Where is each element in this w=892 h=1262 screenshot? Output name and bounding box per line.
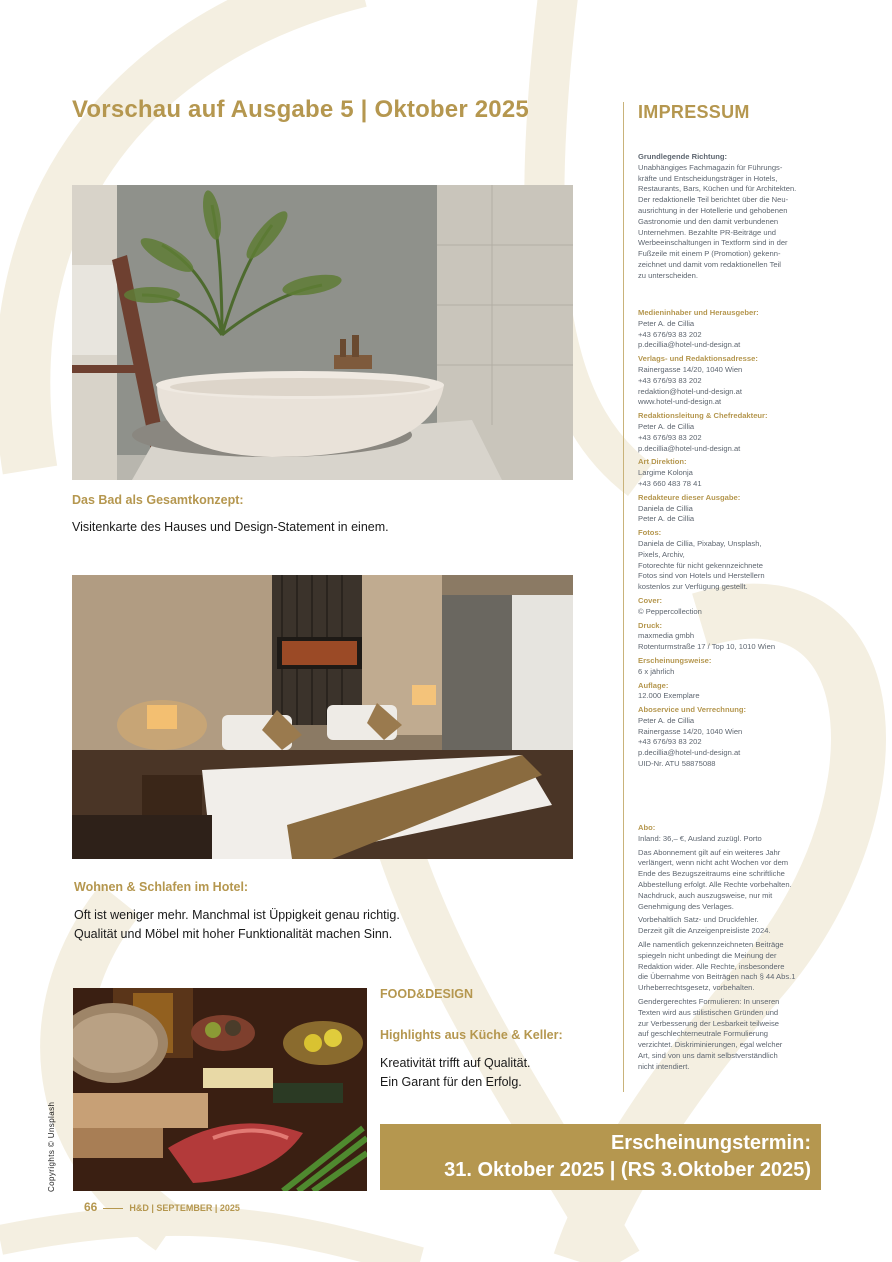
impressum-block <box>638 656 838 678</box>
impressum-intro-line: Der redaktionelle Teil berichtet über die Neu- <box>638 195 789 205</box>
impressum-abo-line: die Übernahme von Beiträgen nach § 44 Abs.1 <box>638 972 796 982</box>
impressum-block-heading: Cover: <box>638 595 663 605</box>
section-text-bed-1: Oft ist weniger mehr. Manchmal ist Üppigkeit genau richtig. <box>74 908 400 922</box>
impressum-block <box>638 457 838 489</box>
impressum-abo-line: Redaktion wider. Alle Rechte, insbesondere <box>638 961 785 971</box>
impressum-intro-line: Gastronomie und den damit verbundenen <box>638 216 779 226</box>
impressum-abo-line: Vorbehaltlich Satz- und Druckfehler. <box>638 915 759 925</box>
impressum-block-line: Daniela de Cillia, Pixabay, Unsplash, <box>638 538 762 548</box>
impressum-block-line: www.hotel-und-design.at <box>638 397 722 407</box>
release-date-banner <box>380 1124 821 1190</box>
impressum-intro-line: Fußzeile mit einem P (Promotion) gekenn- <box>638 249 781 259</box>
impressum-block <box>638 596 838 618</box>
photo-credit: Copyrights © Unsplash <box>47 1101 56 1192</box>
impressum-abo-paragraph <box>638 997 838 1073</box>
impressum-block-line: Fotos sind von Hotels und Herstellern <box>638 571 765 581</box>
section-title-bath: Das Bad als Gesamtkonzept: <box>72 493 244 507</box>
section-kicker-food: FOOD&DESIGN <box>380 987 474 1001</box>
impressum-abo-line: verzichtet. Diskriminierungen, egal welcher <box>638 1040 783 1050</box>
impressum-block-line: +43 676/93 83 202 <box>638 329 702 339</box>
impressum-block <box>638 681 838 703</box>
impressum-block-line: Peter A. de Cillia <box>638 421 695 431</box>
impressum-block-heading: Fotos: <box>638 528 662 538</box>
impressum-block-line: Fotorechte für nicht gekennzeichnete <box>638 560 763 570</box>
impressum-block <box>638 411 838 454</box>
impressum-abo-paragraph <box>638 834 838 845</box>
impressum-block-heading: Auflage: <box>638 680 669 690</box>
impressum-block-heading: Erscheinungsweise: <box>638 655 712 665</box>
impressum-block-line: Rotenturmstraße 17 / Top 10, 1010 Wien <box>638 642 776 652</box>
impressum-block-line: Pixels, Archiv, <box>638 549 685 559</box>
impressum-abo-line: Texten wird aus stilistischen Gründen und <box>638 1007 779 1017</box>
impressum-block-heading: Druck: <box>638 620 663 630</box>
impressum-block-heading: Redakteure dieser Ausgabe: <box>638 492 741 502</box>
impressum-block-line: +43 676/93 83 202 <box>638 432 702 442</box>
impressum-abo-heading: Abo: <box>638 823 656 832</box>
impressum-abo-line: Abbestellung erfolgt. Alle Rechte vorbehalten. <box>638 879 792 889</box>
banner-line-2: 31. Oktober 2025 | (RS 3.Oktober 2025) <box>444 1159 811 1181</box>
banner-line-1: Erscheinungstermin: <box>610 1132 811 1154</box>
bathroom-photo <box>72 185 573 480</box>
impressum-abo-line: auf geschlechterneutrale Formulierung <box>638 1029 769 1039</box>
section-text-bath: Visitenkarte des Hauses und Design-Statement in einem. <box>72 520 389 534</box>
impressum-block-line: © Peppercollection <box>638 606 702 616</box>
impressum-block <box>638 621 838 653</box>
impressum-block-line: p.decillia@hotel-und-design.at <box>638 443 741 453</box>
impressum-abo-line: spiegeln nicht unbedingt die Meinung der <box>638 950 777 960</box>
impressum-intro-line: ausrichtung in der Hotellerie und gehobenen <box>638 205 788 215</box>
impressum-block-line: Peter A. de Cillia <box>638 715 695 725</box>
impressum-block <box>638 354 838 408</box>
impressum-title: IMPRESSUM <box>638 102 750 122</box>
impressum-abo-line: Art, sind von uns damit selbstverständlich <box>638 1050 778 1060</box>
impressum-block-line: +43 660 483 78 41 <box>638 478 702 488</box>
impressum-block-line: UID-Nr. ATU 58875088 <box>638 759 716 769</box>
impressum-block-line: Rainergasse 14/20, 1040 Wien <box>638 726 743 736</box>
impressum-block-line: +43 676/93 83 202 <box>638 375 702 385</box>
impressum-intro-line: Werbeeinschaltungen in Textform sind in der <box>638 238 788 248</box>
impressum-abo-line: Alle namentlich gekennzeichneten Beiträge <box>638 939 784 949</box>
section-title-food: Highlights aus Küche & Keller: <box>380 1028 563 1042</box>
section-title-bed: Wohnen & Schlafen im Hotel: <box>74 880 249 894</box>
impressum-abo-line: Genehmigung des Verlages. <box>638 901 734 911</box>
impressum-block-line: 12.000 Exemplare <box>638 691 700 701</box>
impressum-abo-line: verlängert, wenn nicht acht Wochen vor dem <box>638 858 789 868</box>
footer-dash <box>103 1208 123 1209</box>
impressum-intro-line: Unternehmen. Bezahlte PR-Beiträge und <box>638 227 777 237</box>
impressum-intro-line: Restaurants, Bars, Küchen und für Architekten. <box>638 184 797 194</box>
impressum-block-line: redaktion@hotel-und-design.at <box>638 386 742 396</box>
impressum-block-line: Daniela de Cillia <box>638 503 693 513</box>
impressum-intro-line: zu unterscheiden. <box>638 270 698 280</box>
impressum-abo-paragraph <box>638 915 838 937</box>
impressum-block-line: kostenlos zur Verfügung gestellt. <box>638 582 748 592</box>
section-text-food-1: Kreativität trifft auf Qualität. <box>380 1056 531 1070</box>
impressum-block <box>638 308 838 351</box>
impressum-abo-line: Nachdruck, auch auszugsweise, nur mit <box>638 890 773 900</box>
impressum-block-line: 6 x jährlich <box>638 666 675 676</box>
impressum-intro-line: zeichnet und damit vom redaktionellen Teil <box>638 259 781 269</box>
impressum-intro-line: kräfte und Entscheidungsträger in Hotels, <box>638 173 778 183</box>
impressum-intro <box>638 152 838 282</box>
impressum-abo-line: nicht intendiert. <box>638 1061 690 1071</box>
impressum-abo-line: Das Abonnement gilt auf ein weiteres Jahr <box>638 847 781 857</box>
impressum-abo-line: Urheberrechtsgesetz, vorbehalten. <box>638 983 755 993</box>
impressum-block <box>638 528 838 593</box>
impressum-block-heading: Aboservice und Verrechnung: <box>638 705 747 715</box>
footer-text: H&D | SEPTEMBER | 2025 <box>129 1203 240 1213</box>
bedroom-photo <box>72 575 573 859</box>
impressum-block-line: Peter A. de Cillia <box>638 318 695 328</box>
impressum-abo-paragraph <box>638 940 838 994</box>
impressum-block-line: +43 676/93 83 202 <box>638 737 702 747</box>
impressum-block-heading: Verlags- und Redaktionsadresse: <box>638 354 758 364</box>
impressum-intro-line: Unabhängiges Fachmagazin für Führungs- <box>638 162 783 172</box>
impressum-block-line: p.decillia@hotel-und-design.at <box>638 748 741 758</box>
impressum-block-line: p.decillia@hotel-und-design.at <box>638 340 741 350</box>
impressum-block-line: Peter A. de Cillia <box>638 514 695 524</box>
impressum-block-heading: Art Direktion: <box>638 457 687 467</box>
section-text-food-2: Ein Garant für den Erfolg. <box>380 1075 522 1089</box>
impressum-abo <box>638 823 838 1076</box>
impressum-abo-paragraph <box>638 848 838 913</box>
impressum-blocks <box>638 308 838 773</box>
impressum-abo-line: Inland: 36,– €, Ausland zuzügl. Porto <box>638 833 762 843</box>
section-text-bed-2: Qualität und Möbel mit hoher Funktionalität machen Sinn. <box>74 927 393 941</box>
page-number: 66 <box>84 1200 98 1214</box>
impressum-intro-heading: Grundlegende Richtung: <box>638 152 728 161</box>
impressum-abo-line: zur Verbesserung der Lesbarkeit teilweise <box>638 1018 779 1028</box>
impressum-block <box>638 705 838 770</box>
impressum-block-line: Rainergasse 14/20, 1040 Wien <box>638 364 743 374</box>
impressum-block-heading: Redaktionsleitung & Chefredakteur: <box>638 411 768 421</box>
page-footer <box>84 1200 240 1214</box>
impressum-abo-line: Gendergerechtes Formulieren: In unseren <box>638 996 780 1006</box>
page-title: Vorschau auf Ausgabe 5 | Oktober 2025 <box>72 96 529 123</box>
impressum-block <box>638 493 838 525</box>
impressum-block-line: Largime Kolonja <box>638 468 693 478</box>
column-divider <box>623 102 624 1092</box>
impressum-abo-line: Derzeit gilt die Anzeigenpreisliste 2024. <box>638 926 771 936</box>
food-photo <box>73 988 367 1191</box>
impressum-block-heading: Medieninhaber und Herausgeber: <box>638 308 759 317</box>
impressum-block-line: maxmedia gmbh <box>638 631 695 641</box>
impressum-abo-line: Ende des Bezugszeitraums eine schriftliche <box>638 869 785 879</box>
